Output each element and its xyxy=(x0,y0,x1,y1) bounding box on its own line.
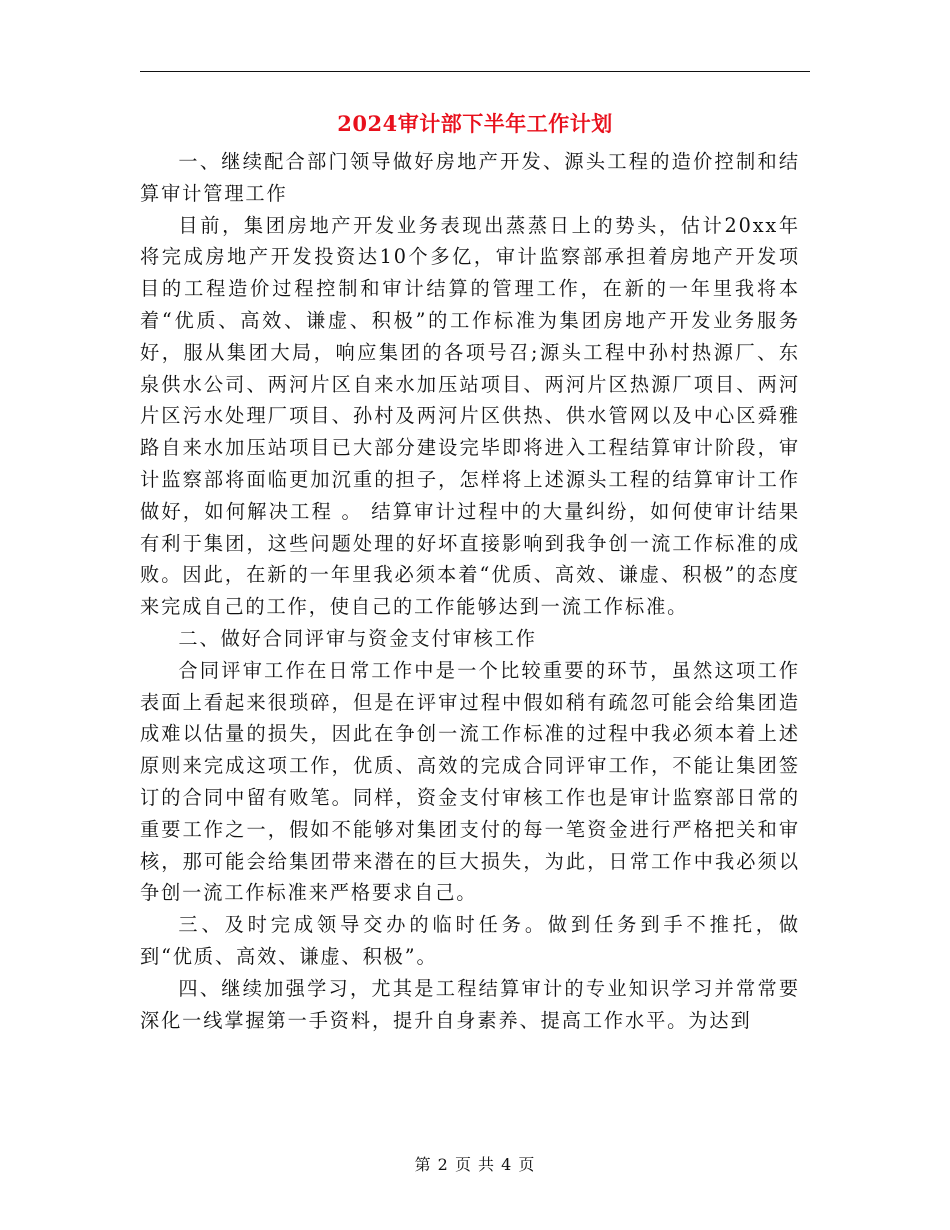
section-heading-3: 三、及时完成领导交办的临时任务。做到任务到手不推托，做到“优质、高效、谦虚、积极”。 xyxy=(140,913,800,968)
section-heading-4: 四、继续加强学习，尤其是工程结算审计的专业知识学习并常常要深化一线掌握第一手资料，提升自身素养、提高工作水平。为达到 xyxy=(140,976,800,1032)
section-heading-2: 二、做好合同评审与资金支付审核工作 xyxy=(178,626,537,650)
body-paragraph-1: 目前，集团房地产开发业务表现出蒸蒸日上的势头，估计20xx年将完成房地产开发投资达10个多亿，审计监察部承担着房地产开发项目的工程造价过程控制和审计结算的管理工作，在新的一年里我将本着“优质、高效、谦虚、积极”的工作标准为集团房地产开发业务服务好，服从集团大局，响应集团的各项号召;源头工程中孙村热源厂、东泉供水公司、两河片区自来水加压站项目、两河片区热源厂项目、两河片区污水处理厂项目、孙村及两河片区供热、供水管网以及中心区舜雅路自来水加压站项目已大部分建设完毕即将进入工程结算审计阶段，审计监察部将面临更加沉重的担子，怎样将上述源头工程的结算审计工作做好，如何解决工程 。 结算审计过程中的大量纠纷，如何使审计结果有利于集团，这些问题处理的好坏直接影响到我争创一流工作标准的成败。因此，在新的一年里我必须本着“优质、高效、谦虚、积极”的态度来完成自己的工作，使自己的工作能够达到一流工作标准。 xyxy=(140,213,800,619)
document-body xyxy=(140,146,800,1036)
document-title: 2024审计部下半年工作计划 xyxy=(337,111,613,136)
page-number: 第 2 页 共 4 页 xyxy=(414,1155,536,1174)
section-heading-1: 一、继续配合部门领导做好房地产开发、源头工程的造价控制和结算审计管理工作 xyxy=(140,150,800,205)
body-paragraph-2: 合同评审工作在日常工作中是一个比较重要的环节，虽然这项工作表面上看起来很琐碎，但是在评审过程中假如稍有疏忽可能会给集团造成难以估量的损失，因此在争创一流工作标准的过程中我必须本着上述原则来完成这项工作，优质、高效的完成合同评审工作，不能让集团签订的合同中留有败笔。同样，资金支付审核工作也是审计监察部日常的重要工作之一，假如不能够对集团支付的每一笔资金进行严格把关和审核，那可能会给集团带来潜在的巨大损失，为此，日常工作中我必须以争创一流工作标准来严格要求自己。 xyxy=(140,658,800,905)
header-rule xyxy=(140,71,810,72)
